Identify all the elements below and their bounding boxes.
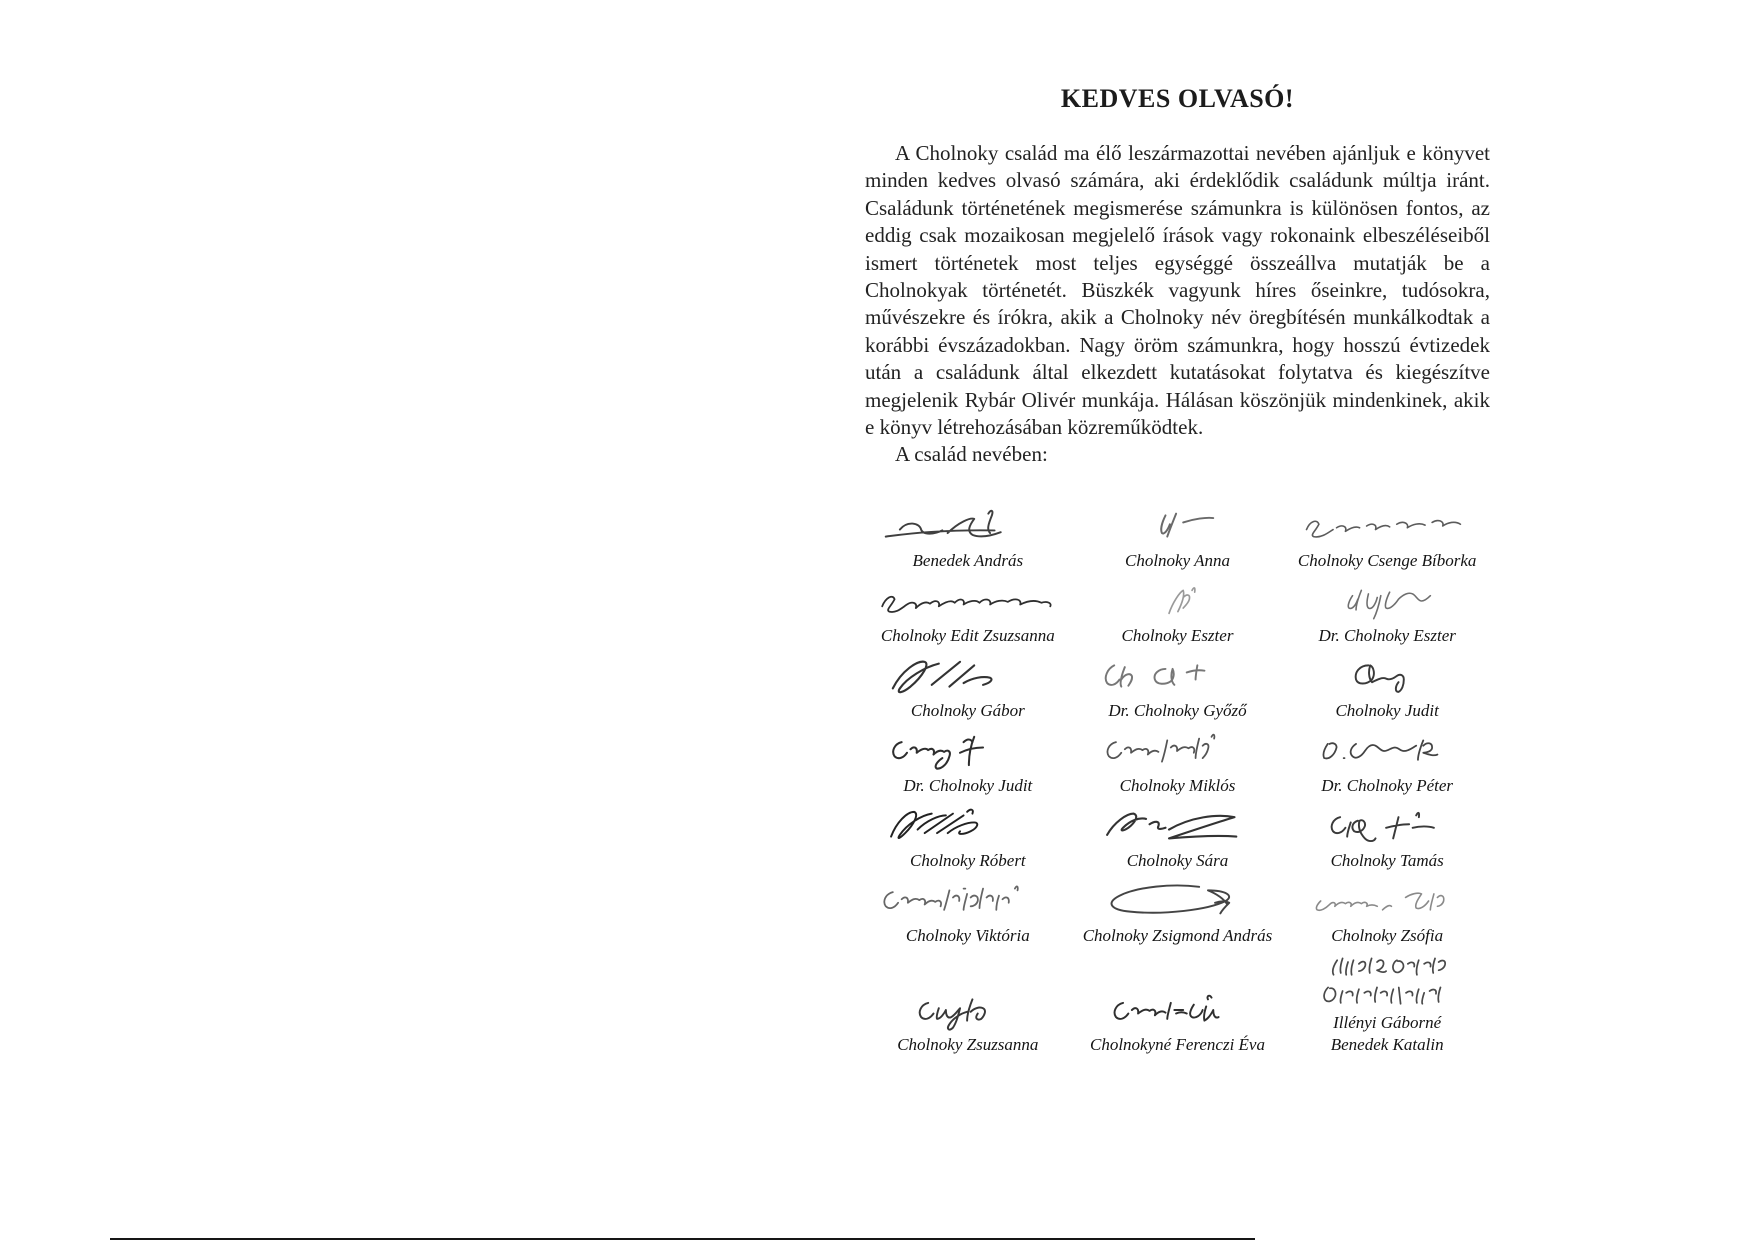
signature-name: Cholnokyné Ferenczi Éva bbox=[1090, 1034, 1265, 1054]
signature-name: Benedek András bbox=[912, 550, 1024, 570]
signature-block bbox=[865, 953, 1071, 1055]
signature-block bbox=[865, 728, 1071, 796]
signature-image bbox=[1287, 728, 1487, 774]
signature-name: Dr. Cholnoky Győző bbox=[1108, 700, 1247, 720]
signature-block bbox=[1284, 503, 1490, 571]
signature-name: Dr. Cholnoky Judit bbox=[903, 775, 1033, 795]
signature-block bbox=[1284, 878, 1490, 946]
salutation-line: A család nevében: bbox=[895, 442, 1048, 467]
signature-name: Cholnoky Viktória bbox=[905, 925, 1030, 945]
signature-name: Dr. Cholnoky Péter bbox=[1321, 775, 1454, 795]
signature-name: Cholnoky Sára bbox=[1126, 850, 1229, 870]
page-title: KEDVES OLVASÓ! bbox=[1060, 84, 1295, 113]
signature-block bbox=[1075, 653, 1281, 721]
signature-block bbox=[865, 578, 1071, 646]
signature-image bbox=[868, 653, 1068, 699]
signature-image bbox=[868, 503, 1068, 549]
signature-image bbox=[868, 578, 1068, 624]
signature-block bbox=[1284, 803, 1490, 871]
signature-block bbox=[865, 878, 1071, 946]
signature-block bbox=[1075, 503, 1281, 571]
signature-image bbox=[1077, 987, 1277, 1033]
signature-name: Cholnoky Csenge Bíborka bbox=[1297, 550, 1477, 570]
signature-image bbox=[1077, 578, 1277, 624]
intro-paragraph: A Cholnoky család ma élő leszármazottai nevében ajánljuk e könyvet minden kedves olvasó számára, aki érdeklődik családunk múltja iránt. Családunk történetének megismerése számunkra is különösen fontos, az eddig csak mozaikosan megjelelő írások vagy rokonaink elbeszéléseiből ismert történetek most teljes egységgé összeállva mutatják be a Cholnokyak történetét. Büszkék vagyunk híres őseinkre, tudósokra, művészekre és írókra, akik a Cholnoky név öregbítésén munkálkodtak a korábbi évszázadokban. Nagy öröm számunkra, hogy hosszú évtizedek után a családunk által elkezdett kutatásokat folytatva és kiegészítve megjelenik Rybár Olivér munkája. Hálásan köszönjük mindenkinek, akik e könyv létrehozásában közreműködtek. bbox=[865, 141, 1490, 440]
signature-image bbox=[1287, 953, 1487, 1011]
signature-name: Cholnoky Anna bbox=[1125, 550, 1230, 570]
signature-image bbox=[1077, 878, 1277, 924]
signature-image bbox=[1287, 503, 1487, 549]
signature-block bbox=[1075, 803, 1281, 871]
signature-block bbox=[1284, 728, 1490, 796]
signature-name: Cholnoky Eszter bbox=[1121, 625, 1234, 645]
signature-name: Illényi Gáborné bbox=[1333, 1012, 1442, 1032]
signature-image bbox=[1077, 653, 1277, 699]
signature-block bbox=[1075, 953, 1281, 1055]
signature-image bbox=[1077, 803, 1277, 849]
signature-image bbox=[1287, 653, 1487, 699]
signature-image bbox=[868, 987, 1068, 1033]
signature-image bbox=[1287, 878, 1487, 924]
signature-name: Cholnoky Zsigmond András bbox=[1082, 925, 1273, 945]
signature-name: Cholnoky Zsófia bbox=[1331, 925, 1444, 945]
signature-name: Cholnoky Gábor bbox=[910, 700, 1025, 720]
signature-name-line2: Benedek Katalin bbox=[1330, 1034, 1444, 1054]
signature-image bbox=[868, 878, 1068, 924]
signature-block bbox=[1075, 578, 1281, 646]
signature-name: Cholnoky Edit Zsuzsanna bbox=[880, 625, 1055, 645]
signature-image bbox=[1077, 728, 1277, 774]
signature-block bbox=[1075, 728, 1281, 796]
signature-block bbox=[1284, 578, 1490, 646]
signature-image bbox=[1287, 578, 1487, 624]
signature-name: Cholnoky Zsuzsanna bbox=[897, 1034, 1039, 1054]
signature-name: Cholnoky Miklós bbox=[1119, 775, 1236, 795]
page-content bbox=[865, 0, 1490, 1055]
signature-grid bbox=[865, 503, 1490, 1055]
signature-block bbox=[865, 803, 1071, 871]
signature-block bbox=[865, 653, 1071, 721]
signature-block bbox=[1284, 653, 1490, 721]
signature-block bbox=[1284, 953, 1490, 1055]
signature-image bbox=[1077, 503, 1277, 549]
signature-name: Cholnoky Róbert bbox=[909, 850, 1026, 870]
signature-name: Cholnoky Tamás bbox=[1330, 850, 1444, 870]
signature-image bbox=[868, 803, 1068, 849]
signature-block bbox=[1075, 878, 1281, 946]
signature-name: Dr. Cholnoky Eszter bbox=[1318, 625, 1456, 645]
signature-image bbox=[1287, 803, 1487, 849]
signature-image bbox=[868, 728, 1068, 774]
signature-name: Cholnoky Judit bbox=[1335, 700, 1439, 720]
signature-block bbox=[865, 503, 1071, 571]
